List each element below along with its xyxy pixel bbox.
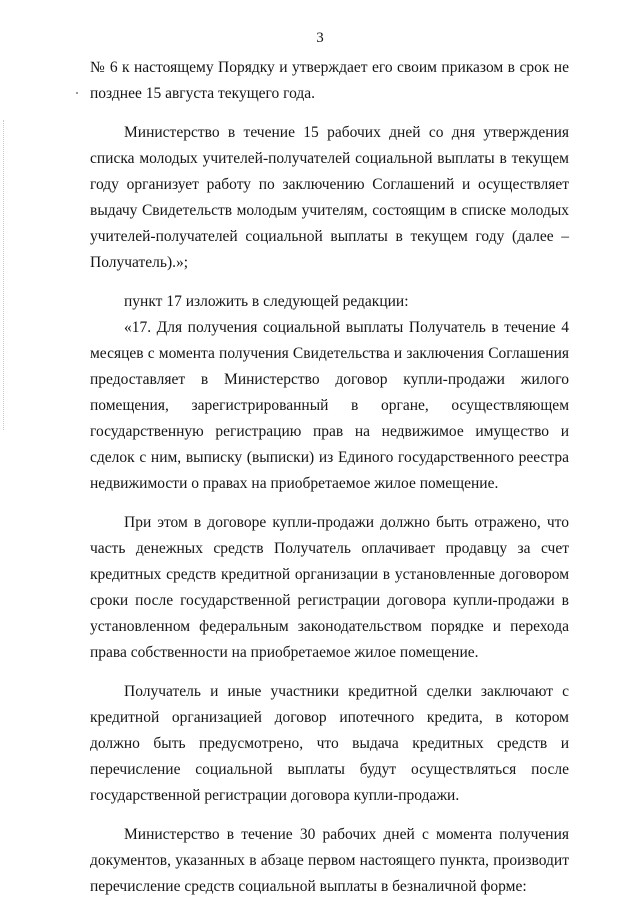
paragraph-contract: При этом в договоре купли-продажи должно быть отражено, что часть денежных средств Получатель оплачивает продавцу за счет кредитных средств кредитной организации в установленные договором сроки после государственной регистрации договора купли-продажи в установленном федеральным законодательством порядке и перехода права собственности на приобретаемое жилое помещение. [90,514,569,661]
paragraph-item-17: «17. Для получения социальной выплаты Получатель в течение 4 месяцев с момента получения Свидетельства и заключения Соглашения предоставляет в Министерство договор купли-продажи жилого помещения, зарегистрированный в органе, осуществляющем государственную регистрацию прав на недвижимое имущество и сделок с ним, выписку (выписки) из Единого государственного реестра недвижимости о правах на приобретаемое жилое помещение. [90,319,569,492]
paragraph-transfer: Министерство в течение 30 рабочих дней с момента получения документов, указанных в абзаце первом настоящего пункта, производит перечисление средств социальной выплаты в безналичной форме: [90,826,569,895]
binding-margin-line [3,120,5,430]
paragraph-ministry-list: Министерство в течение 15 рабочих дней со дня утверждения списка молодых учителей-получателей социальной выплаты в текущем году организует работу по заключению Соглашений и осуществляет выдачу Свидетельств молодым учителям, состоящим в списке молодых учителей-получателей социальной выплаты в текущем году (далее – Получатель).»; [90,124,569,271]
margin-dot [76,92,78,94]
paragraph-continuation: № 6 к настоящему Порядку и утверждает его своим приказом в срок не позднее 15 августа текущего года. [90,59,569,102]
document-body [90,55,569,900]
paragraph-item-17-intro: пункт 17 изложить в следующей редакции: [124,293,409,310]
paragraph-credit: Получатель и иные участники кредитной сделки заключают с кредитной организацией договор ипотечного кредита, в котором должно быть предусмотрено, что выдача кредитных средств и перечисление социальной выплаты будут осуществляться после государственной регистрации договора купли-продажи. [90,683,569,804]
page-number: 3 [316,30,324,46]
